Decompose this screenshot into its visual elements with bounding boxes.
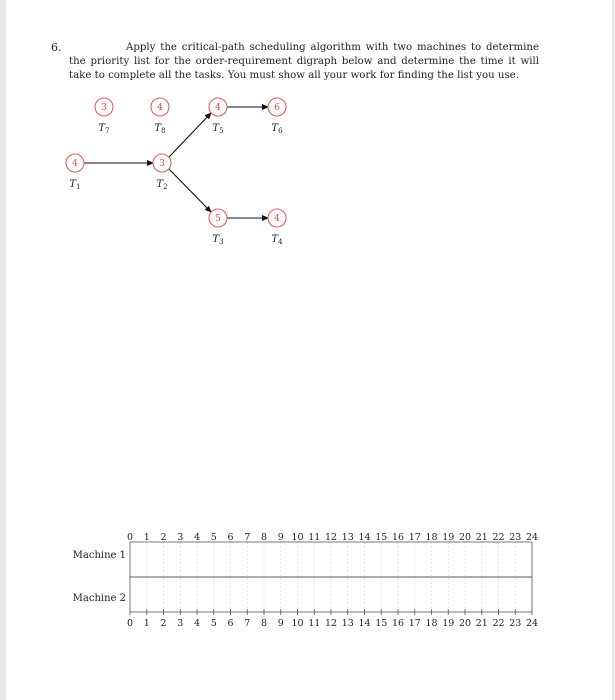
bottom-tick-label: 23 bbox=[509, 618, 522, 629]
top-tick-label: 19 bbox=[442, 532, 455, 543]
top-tick-label: 5 bbox=[210, 532, 217, 543]
bottom-tick-label: 15 bbox=[375, 618, 388, 629]
task-label: $T_1$ bbox=[69, 179, 81, 191]
edge-t2-t3 bbox=[169, 169, 211, 212]
bottom-tick-label: 17 bbox=[408, 618, 421, 629]
bottom-tick-label: 13 bbox=[341, 618, 354, 629]
top-tick-label: 1 bbox=[143, 532, 150, 543]
task-node-t5 bbox=[209, 98, 227, 135]
top-tick-label: 10 bbox=[291, 532, 304, 543]
bottom-tick-label: 21 bbox=[475, 618, 488, 629]
task-node-t1 bbox=[66, 154, 84, 191]
digraph-edges bbox=[84, 107, 268, 218]
question-text: Apply the critical-path scheduling algorithm with two machines to determine the priority list for the order-requirement digraph below and determine the time it will take to complete all the tasks. You must show all your work for finding the list you use. bbox=[69, 42, 539, 81]
task-label: $T_8$ bbox=[154, 123, 166, 135]
top-tick-label: 21 bbox=[475, 532, 488, 543]
question-number: 6. bbox=[51, 41, 62, 54]
bottom-tick-label: 16 bbox=[391, 618, 405, 629]
top-tick-label: 24 bbox=[525, 532, 539, 543]
top-tick-label: 18 bbox=[425, 532, 438, 543]
top-tick-label: 13 bbox=[341, 532, 354, 543]
task-label: $T_7$ bbox=[98, 123, 110, 135]
machine-label: Machine 1 bbox=[72, 550, 126, 561]
bottom-tick-label: 22 bbox=[492, 618, 505, 629]
task-weight: 4 bbox=[274, 214, 280, 225]
top-tick-label: 14 bbox=[358, 532, 371, 543]
task-weight: 4 bbox=[157, 103, 163, 114]
task-node-t3 bbox=[209, 209, 227, 246]
bottom-tick-label: 5 bbox=[210, 618, 217, 629]
schedule-chart bbox=[73, 532, 538, 629]
top-tick-label: 4 bbox=[193, 532, 201, 543]
task-label: $T_4$ bbox=[271, 234, 283, 246]
top-tick-label: 15 bbox=[375, 532, 388, 543]
bottom-tick-label: 24 bbox=[525, 618, 539, 629]
top-tick-label: 11 bbox=[308, 532, 321, 543]
bottom-tick-label: 12 bbox=[324, 618, 338, 629]
top-tick-label: 20 bbox=[458, 532, 472, 543]
task-weight: 3 bbox=[101, 103, 107, 114]
top-tick-label: 23 bbox=[509, 532, 522, 543]
top-tick-label: 7 bbox=[244, 532, 251, 543]
bottom-tick-label: 7 bbox=[244, 618, 251, 629]
digraph-nodes bbox=[66, 98, 286, 246]
top-tick-label: 2 bbox=[160, 532, 167, 543]
top-tick-label: 0 bbox=[126, 532, 134, 543]
bottom-tick-label: 6 bbox=[227, 618, 234, 629]
task-weight: 3 bbox=[159, 159, 165, 170]
bottom-tick-label: 10 bbox=[291, 618, 304, 629]
top-tick-label: 16 bbox=[391, 532, 405, 543]
task-node-t4 bbox=[268, 209, 286, 246]
bottom-tick-label: 0 bbox=[126, 618, 134, 629]
task-label: $T_2$ bbox=[156, 179, 168, 191]
bottom-tick-label: 1 bbox=[143, 618, 150, 629]
bottom-tick-label: 8 bbox=[260, 618, 268, 629]
bottom-tick-label: 2 bbox=[160, 618, 167, 629]
top-tick-label: 17 bbox=[408, 532, 421, 543]
top-tick-label: 12 bbox=[324, 532, 338, 543]
top-tick-label: 8 bbox=[260, 532, 268, 543]
bottom-tick-label: 19 bbox=[442, 618, 455, 629]
task-node-t2 bbox=[153, 154, 171, 191]
task-node-t7 bbox=[95, 98, 113, 135]
edge-t2-t5 bbox=[169, 113, 211, 157]
bottom-tick-label: 3 bbox=[177, 618, 184, 629]
task-weight: 4 bbox=[215, 103, 221, 114]
top-tick-label: 6 bbox=[227, 532, 234, 543]
bottom-tick-label: 11 bbox=[308, 618, 321, 629]
bottom-tick-label: 20 bbox=[458, 618, 472, 629]
bottom-tick-label: 4 bbox=[193, 618, 201, 629]
task-node-t8 bbox=[151, 98, 169, 135]
task-label: $T_5$ bbox=[212, 123, 224, 135]
task-node-t6 bbox=[268, 98, 286, 135]
bottom-tick-label: 14 bbox=[358, 618, 371, 629]
top-tick-label: 3 bbox=[177, 532, 184, 543]
task-weight: 6 bbox=[274, 103, 280, 114]
task-label: $T_6$ bbox=[271, 123, 283, 135]
machine-label: Machine 2 bbox=[72, 593, 126, 604]
top-tick-label: 9 bbox=[277, 532, 284, 543]
top-tick-label: 22 bbox=[492, 532, 505, 543]
bottom-tick-label: 18 bbox=[425, 618, 438, 629]
task-weight: 5 bbox=[215, 214, 221, 225]
task-weight: 4 bbox=[72, 159, 78, 170]
task-label: $T_3$ bbox=[212, 234, 224, 246]
bottom-tick-label: 9 bbox=[277, 618, 284, 629]
